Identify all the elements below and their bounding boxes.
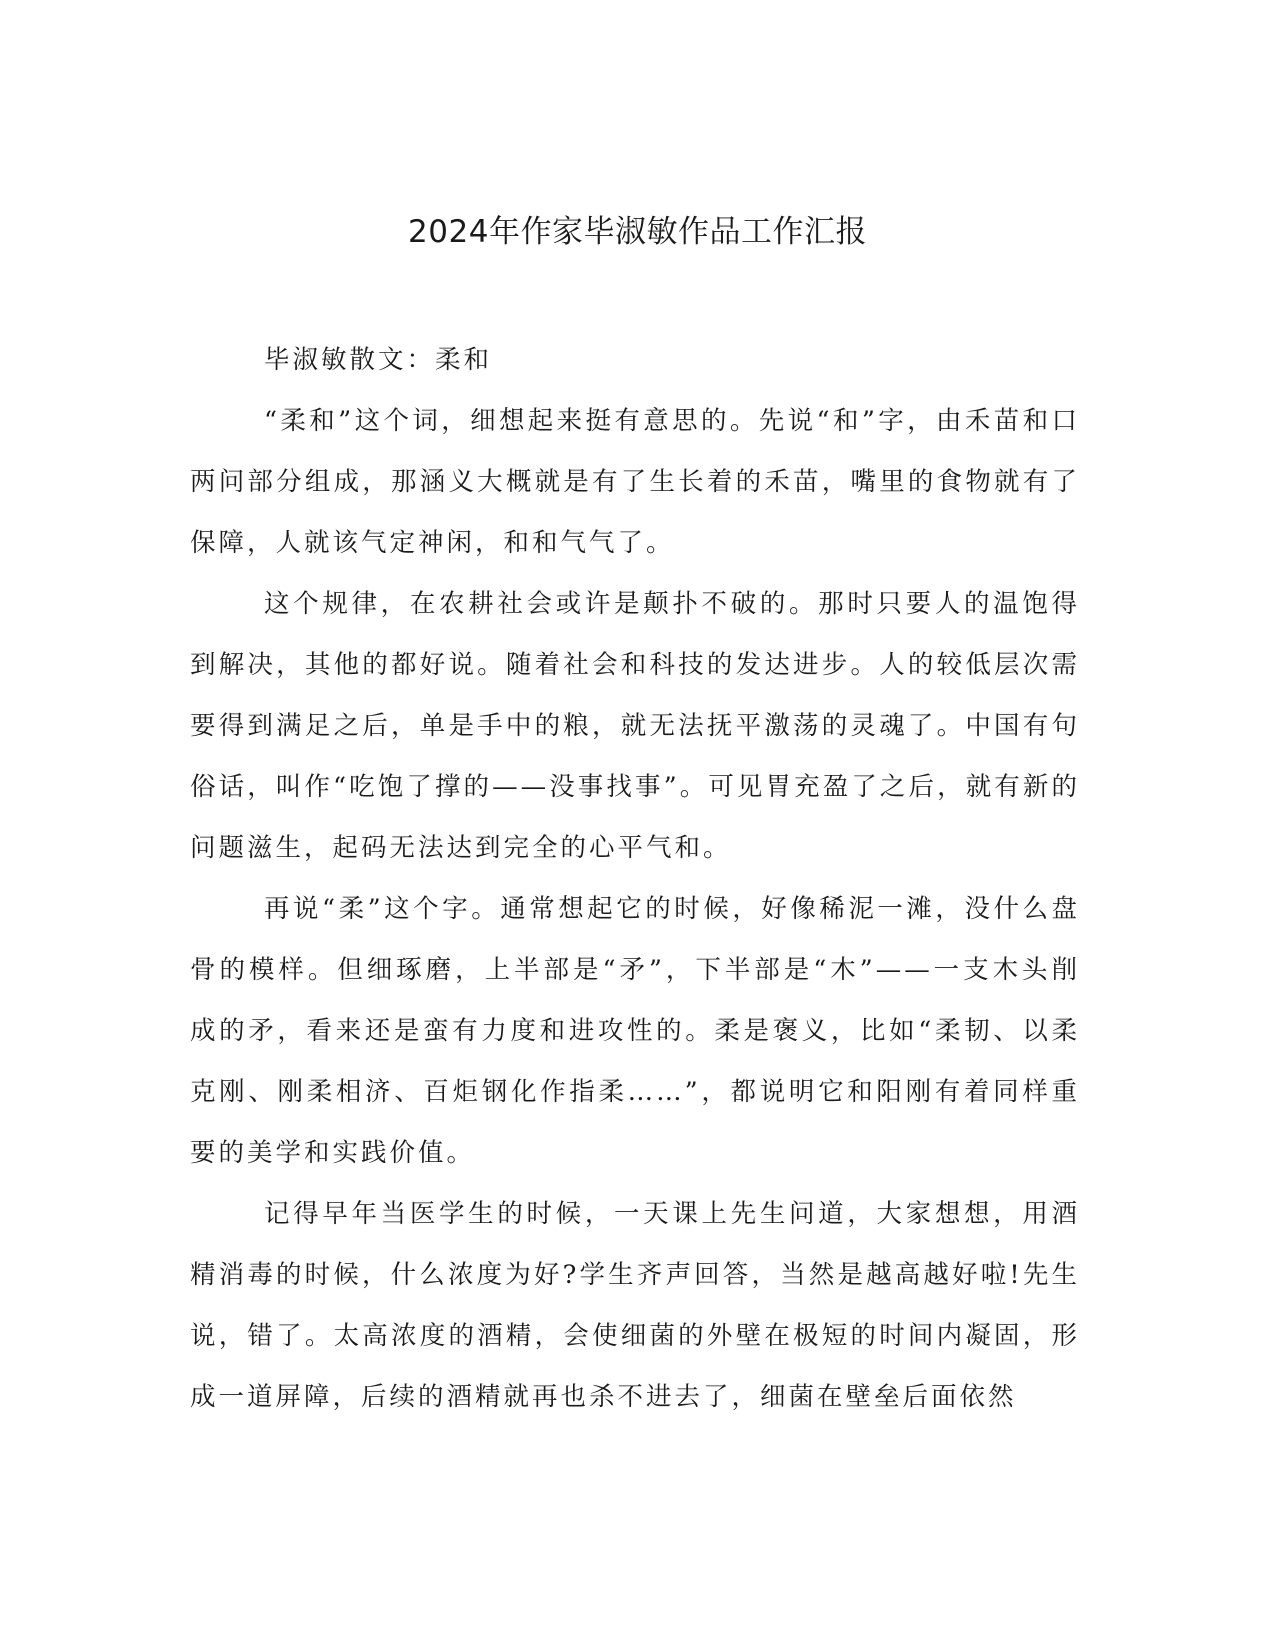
document-title: 2024年作家毕淑敏作品工作汇报 [408,214,867,250]
paragraph: 再说“柔”这个字。通常想起它的时候，好像稀泥一滩，没什么盘骨的模样。但细琢磨，上半部是“矛”，下半部是“木”——一支木头削成的矛，看来还是蛮有力度和进攻性的。柔是褒义，比如“柔韧、以柔克刚、刚柔相济、百炬钢化作指柔……”，都说明它和阳刚有着同样重要的美学和实践价值。 [190,894,1080,1168]
paragraph: “柔和”这个词，细想起来挺有意思的。先说“和”字，由禾苗和口两问部分组成，那涵义大概就是有了生长着的禾苗，嘴里的食物就有了保障，人就该气定神闲，和和气气了。 [190,406,1080,558]
document-body [190,330,1080,1428]
paragraph: 这个规律，在农耕社会或许是颠扑不破的。那时只要人的温饱得到解决，其他的都好说。随着社会和科技的发达进步。人的较低层次需要得到满足之后，单是手中的粮，就无法抚平激荡的灵魂了。中国有句俗话，叫作“吃饱了撑的——没事找事”。可见胃充盈了之后，就有新的问题滋生，起码无法达到完全的心平气和。 [190,589,1080,863]
essay-subtitle: 毕淑敏散文：柔和 [264,345,493,375]
paragraph: 记得早年当医学生的时候，一天课上先生问道，大家想想，用酒精消毒的时候，什么浓度为好?学生齐声回答，当然是越高越好啦!先生说，错了。太高浓度的酒精，会使细菌的外壁在极短的时间内凝固，形成一道屏障，后续的酒精就再也杀不进去了，细菌在壁垒后面依然 [190,1199,1080,1412]
